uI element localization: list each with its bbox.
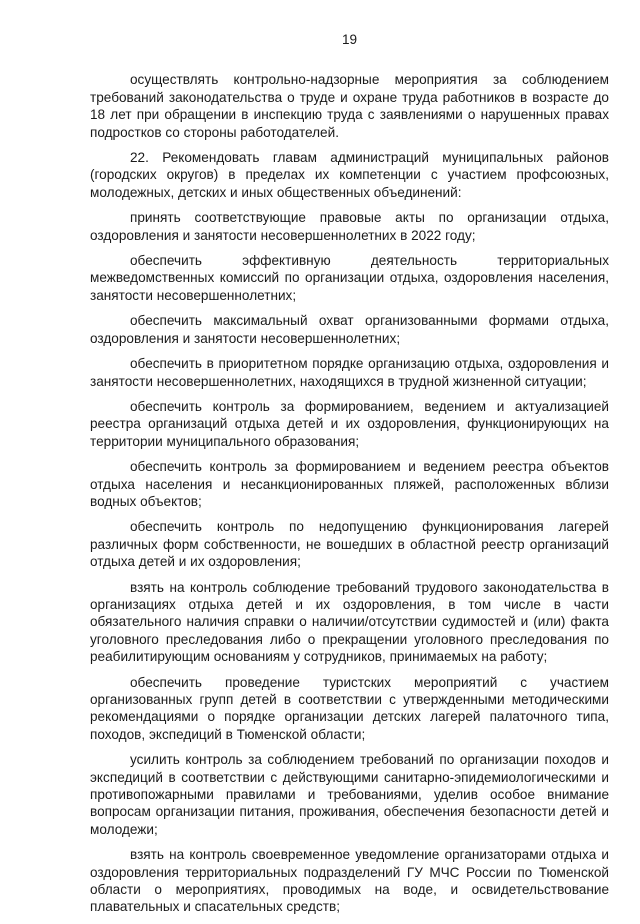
page-number: 19 <box>341 32 358 47</box>
paragraph-commissions: обеспечить эффективную деятельность территориальных межведомственных комиссий по организации отдыха, оздоровления населения, занятости несовершеннолетних; <box>90 253 609 303</box>
paragraph-priority: обеспечить в приоритетном порядке организацию отдыха, оздоровления и занятости несовершеннолетних, находящихся в трудной жизненной ситуации; <box>90 356 609 389</box>
paragraph-hiking-control: усилить контроль за соблюдением требований по организации походов и экспедиций в соответствии с действующими санитарно-эпидемиологическими и противопожарными правилами и требованиями, уделив особое внимание вопросам организации питания, проживания, обеспечения безопасности детей и молодежи; <box>90 752 609 837</box>
paragraph-item-22: 22. Рекомендовать главам администраций муниципальных районов (городских округов) в пределах их компетенции с участием профсоюзных, молодежных, детских и иных общественных объединений: <box>90 150 609 200</box>
paragraph-emergency-notice: взять на контроль своевременное уведомление организаторами отдыха и оздоровления территориальных подразделений ГУ МЧС России по Тюменской области о мероприятиях, проводимых на воде, и освидетельствование плавательных и спасательных средств; <box>90 847 609 915</box>
document-page <box>90 0 609 924</box>
paragraph-camps: обеспечить контроль по недопущению функционирования лагерей различных форм собственности, не вошедших в областной реестр организаций отдыха детей и их оздоровления; <box>90 519 609 570</box>
paragraph-coverage: обеспечить максимальный охват организованными формами отдыха, оздоровления и занятости несовершеннолетних; <box>90 313 609 346</box>
paragraph-legal-acts: принять соответствующие правовые акты по организации отдыха, оздоровления и занятости несовершеннолетних в 2022 году; <box>90 210 609 243</box>
paragraph-registry-organizations: обеспечить контроль за формированием, ведением и актуализацией реестра организаций отдыха детей и их оздоровления, функционирующих на территории муниципального образования; <box>90 398 609 449</box>
paragraph-tourism: обеспечить проведение туристских мероприятий с участием организованных групп детей в соответствии с утвержденными методическими рекомендациями о порядке организации детских лагерей палаточного типа, походов, экспедиций в Тюменской области; <box>90 674 609 742</box>
paragraph-registry-beaches: обеспечить контроль за формированием и ведением реестра объектов отдыха населения и несанкционированных пляжей, расположенных вблизи водных объектов; <box>90 459 609 509</box>
paragraph-inspection: осуществлять контрольно-надзорные мероприятия за соблюдением требований законодательства о труде и охране труда работников в возрасте до 18 лет при обращении в инспекцию труда с заявлениями о нарушенных правах подростков со стороны работодателей. <box>90 72 609 140</box>
paragraph-labor-law: взять на контроль соблюдение требований трудового законодательства в организациях отдыха детей и их оздоровления, в том числе в части обязательного наличия справки о наличии/отсутствии судимостей и (или) факта уголовного преследования либо о прекращении уголовного преследования по реабилитирующим основаниям у сотрудников, принимаемых на работу; <box>90 579 609 665</box>
